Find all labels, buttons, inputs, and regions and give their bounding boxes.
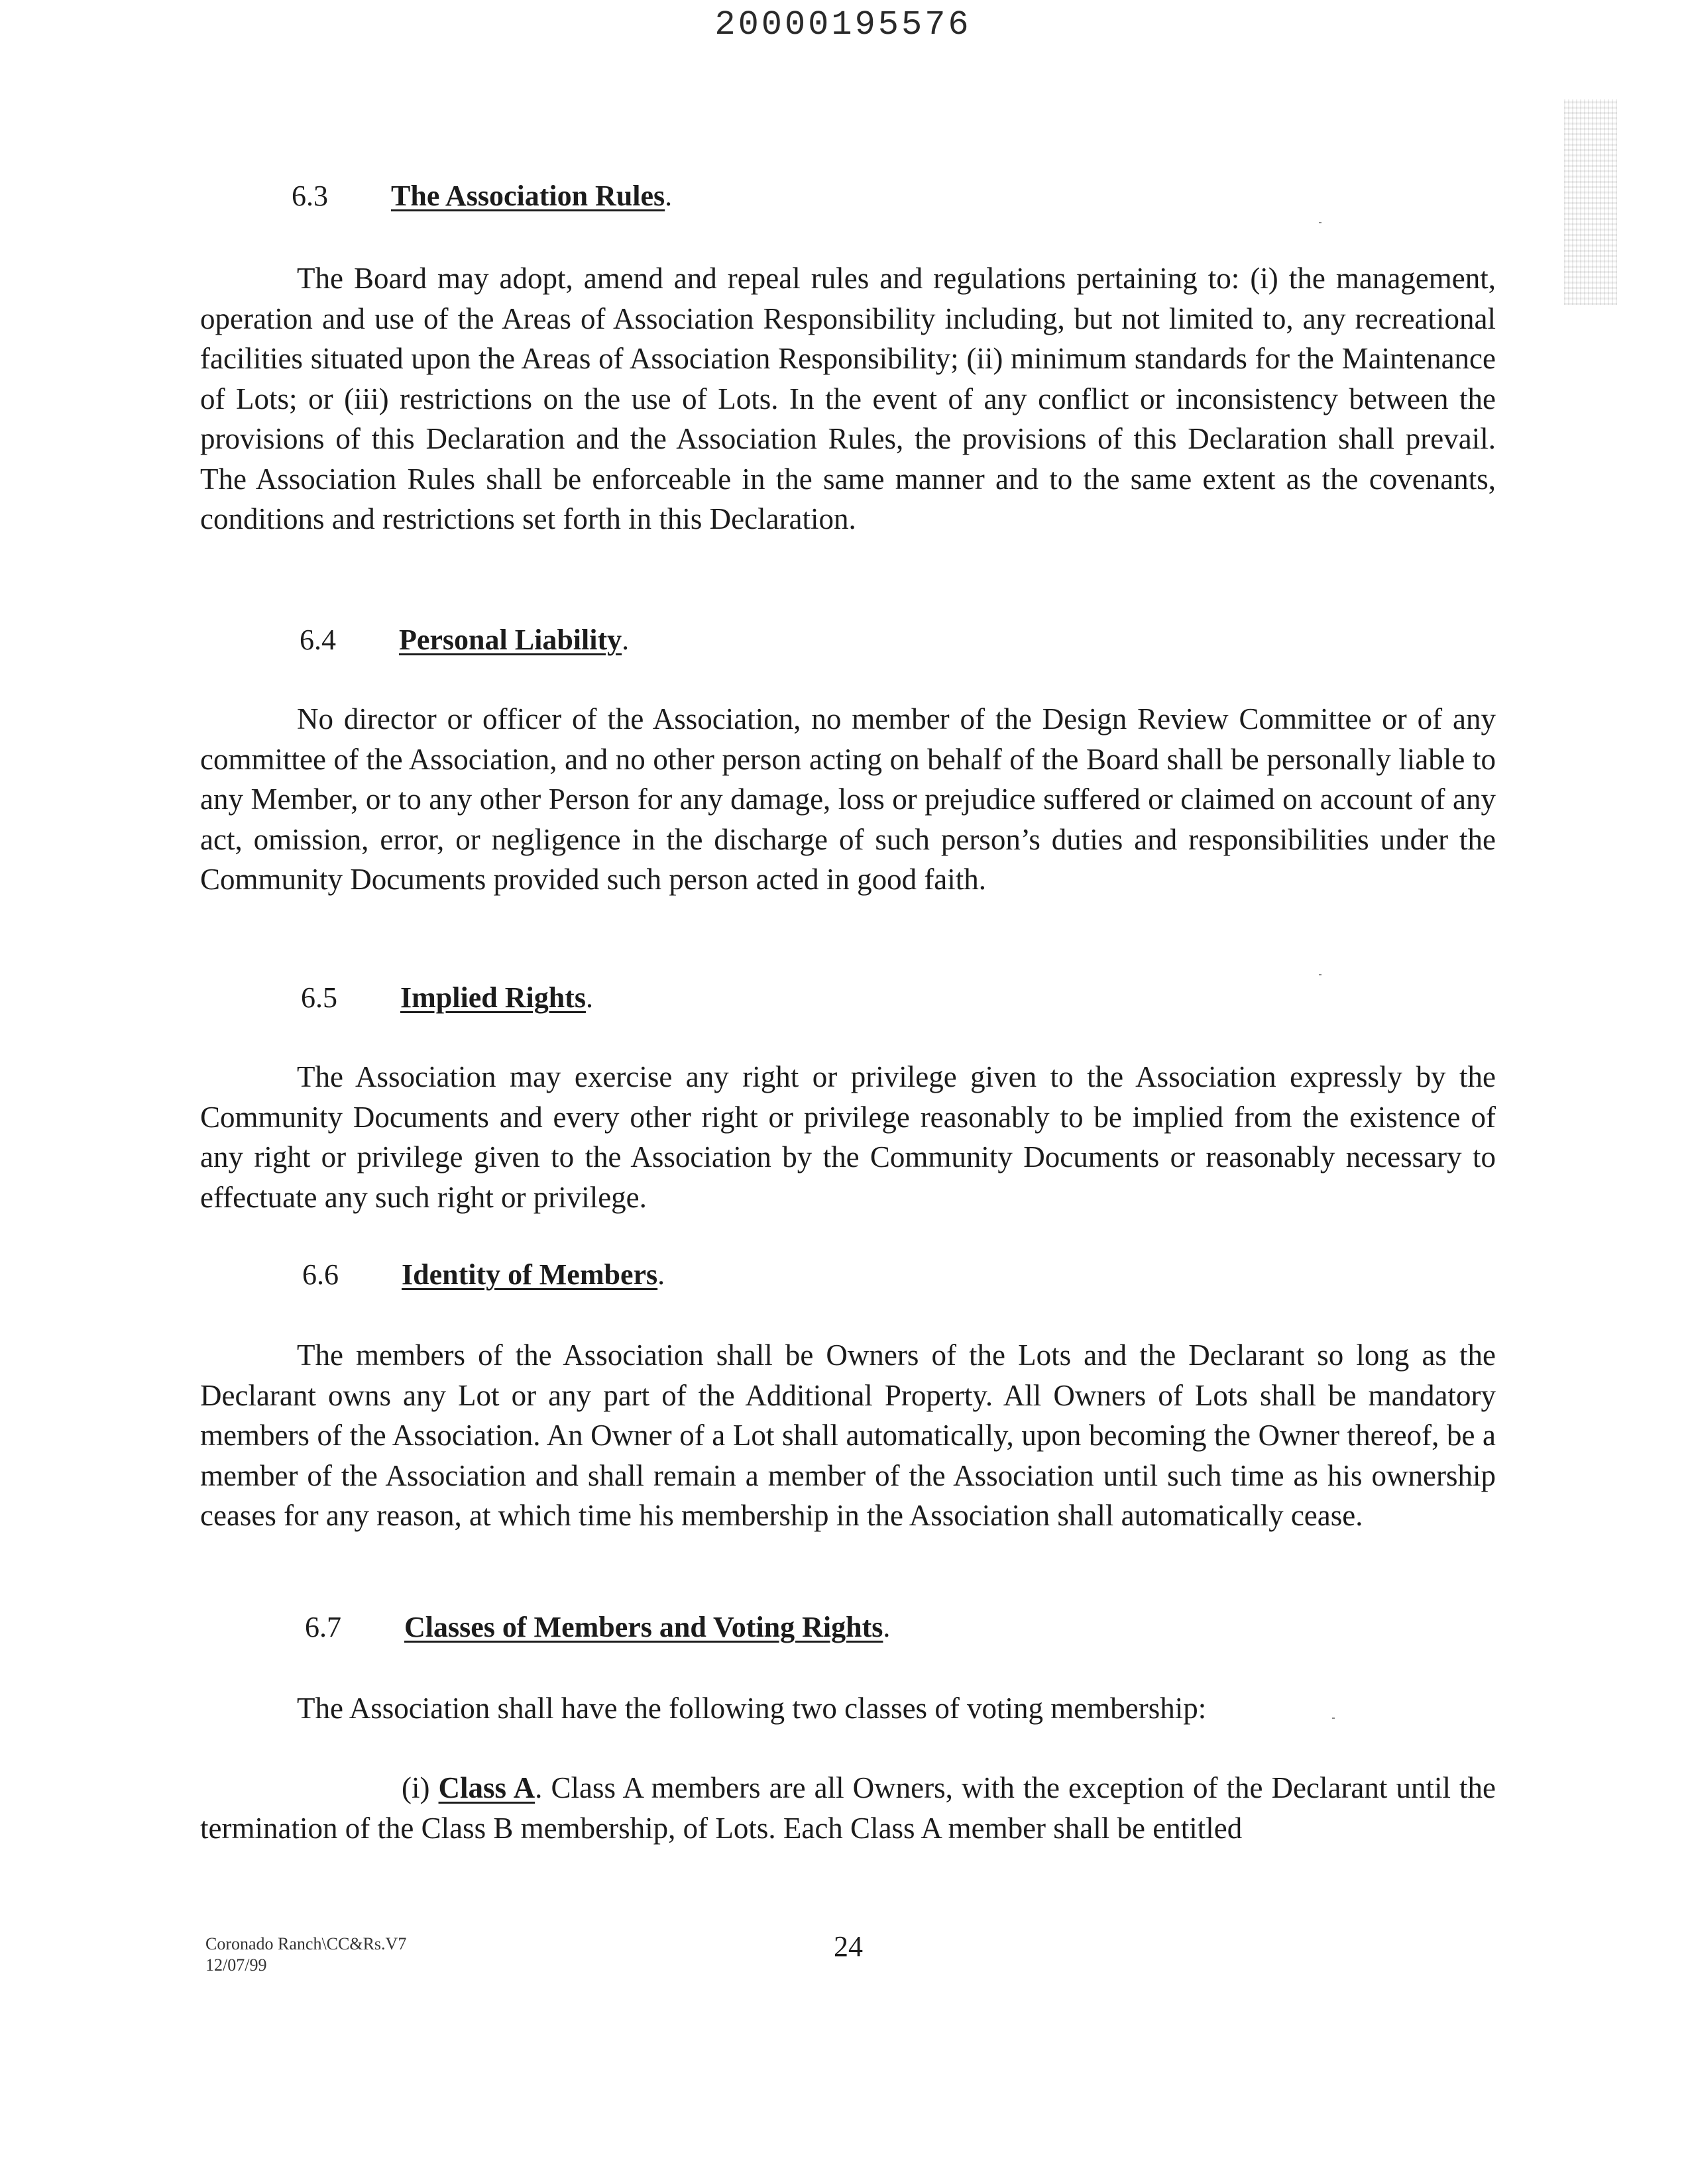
scan-speck [1332,1718,1335,1719]
section-body-6-6: The members of the Association shall be Owners of the Lots and the Declarant so long as the Declarant owns any Lot or any part of the Additional Property. All Owners of Lots shall be mandatory members of the Association. An Owner of a Lot shall automatically, upon becoming the Owner thereof, be a member of the Association and shall remain a member of the Association until such time as his ownership ceases for any reason, at which time his membership in the Association shall automatically cease. [200,1338,1496,1532]
section-number: 6.3 [292,180,328,212]
heading-period: . [665,180,673,212]
section-number: 6.5 [301,981,337,1014]
section-body-6-7: The Association shall have the following two classes of voting membership: [297,1692,1207,1725]
section-title: The Association Rules [391,180,665,212]
page-number: 24 [834,1930,863,1963]
section-heading-6-7 [305,1610,890,1644]
scan-stamp-mark [1564,99,1617,305]
footer-date: 12/07/99 [205,1955,267,1975]
class-a-body: Class A members are all Owners, with the exception of the Declarant until the termination of the Class B membership, of Lots. Each Class A member shall be entitled [200,1771,1496,1845]
section-title: Identity of Members [402,1258,658,1291]
scan-speck [1319,222,1321,223]
footer-file-name: Coronado Ranch\CC&Rs.V7 [205,1934,407,1953]
footer-file-info [205,1934,406,1976]
class-a-prefix: (i) [402,1771,430,1804]
document-number: 20000195576 [714,5,972,44]
section-body-6-3: The Board may adopt, amend and repeal rules and regulations pertaining to: (i) the management, operation and use of the Areas of Association Responsibility including, but not limited to, any recreational facilities situated upon the Areas of Association Responsibility; (ii) minimum standards for the Maintenance of Lots; or (iii) restrictions on the use of Lots. In the event of any conflict or inconsistency between the provisions of this Declaration and the Association Rules, the provisions of this Declaration shall prevail. The Association Rules shall be enforceable in the same manner and to the same extent as the covenants, conditions and restrictions set forth in this Declaration. [200,262,1496,535]
scan-speck [1319,974,1321,975]
heading-period: . [883,1611,891,1643]
section-heading-6-4 [300,623,629,657]
section-body-6-4: No director or officer of the Association, no member of the Design Review Committee or of any committee of the Association, and no other person acting on behalf of the Board shall be personally liable to any Member, or to any other Person for any damage, loss or prejudice suffered or claimed on account of any act, omission, error, or negligence in the discharge of such person’s duties and responsibilities under the Community Documents provided such person acted in good faith. [200,702,1496,896]
class-a-paragraph: (i) Class A. Class A members are all Owners, with the exception of the Declarant until the termination of the Class B membership, of Lots. Each Class A member shall be entitled [200,1771,1496,1845]
heading-period: . [657,1258,665,1291]
section-number: 6.7 [305,1611,341,1643]
class-a-title: Class A [438,1771,535,1804]
section-title: Personal Liability [399,624,622,656]
section-title: Implied Rights [400,981,586,1014]
heading-period: . [622,624,630,656]
section-heading-6-6 [302,1258,665,1291]
section-body-6-5: The Association may exercise any right or privilege given to the Association expressly by the Community Documents and every other right or privilege reasonably to be implied from the existence of any right or privilege given to the Association by the Community Documents or reasonably necessary to effectuate any such right or privilege. [200,1060,1496,1214]
section-title: Classes of Members and Voting Rights [404,1611,883,1643]
section-number: 6.4 [300,624,336,656]
heading-period: . [585,981,593,1014]
section-heading-6-3 [292,179,672,213]
section-number: 6.6 [302,1258,339,1291]
section-heading-6-5 [301,981,593,1014]
